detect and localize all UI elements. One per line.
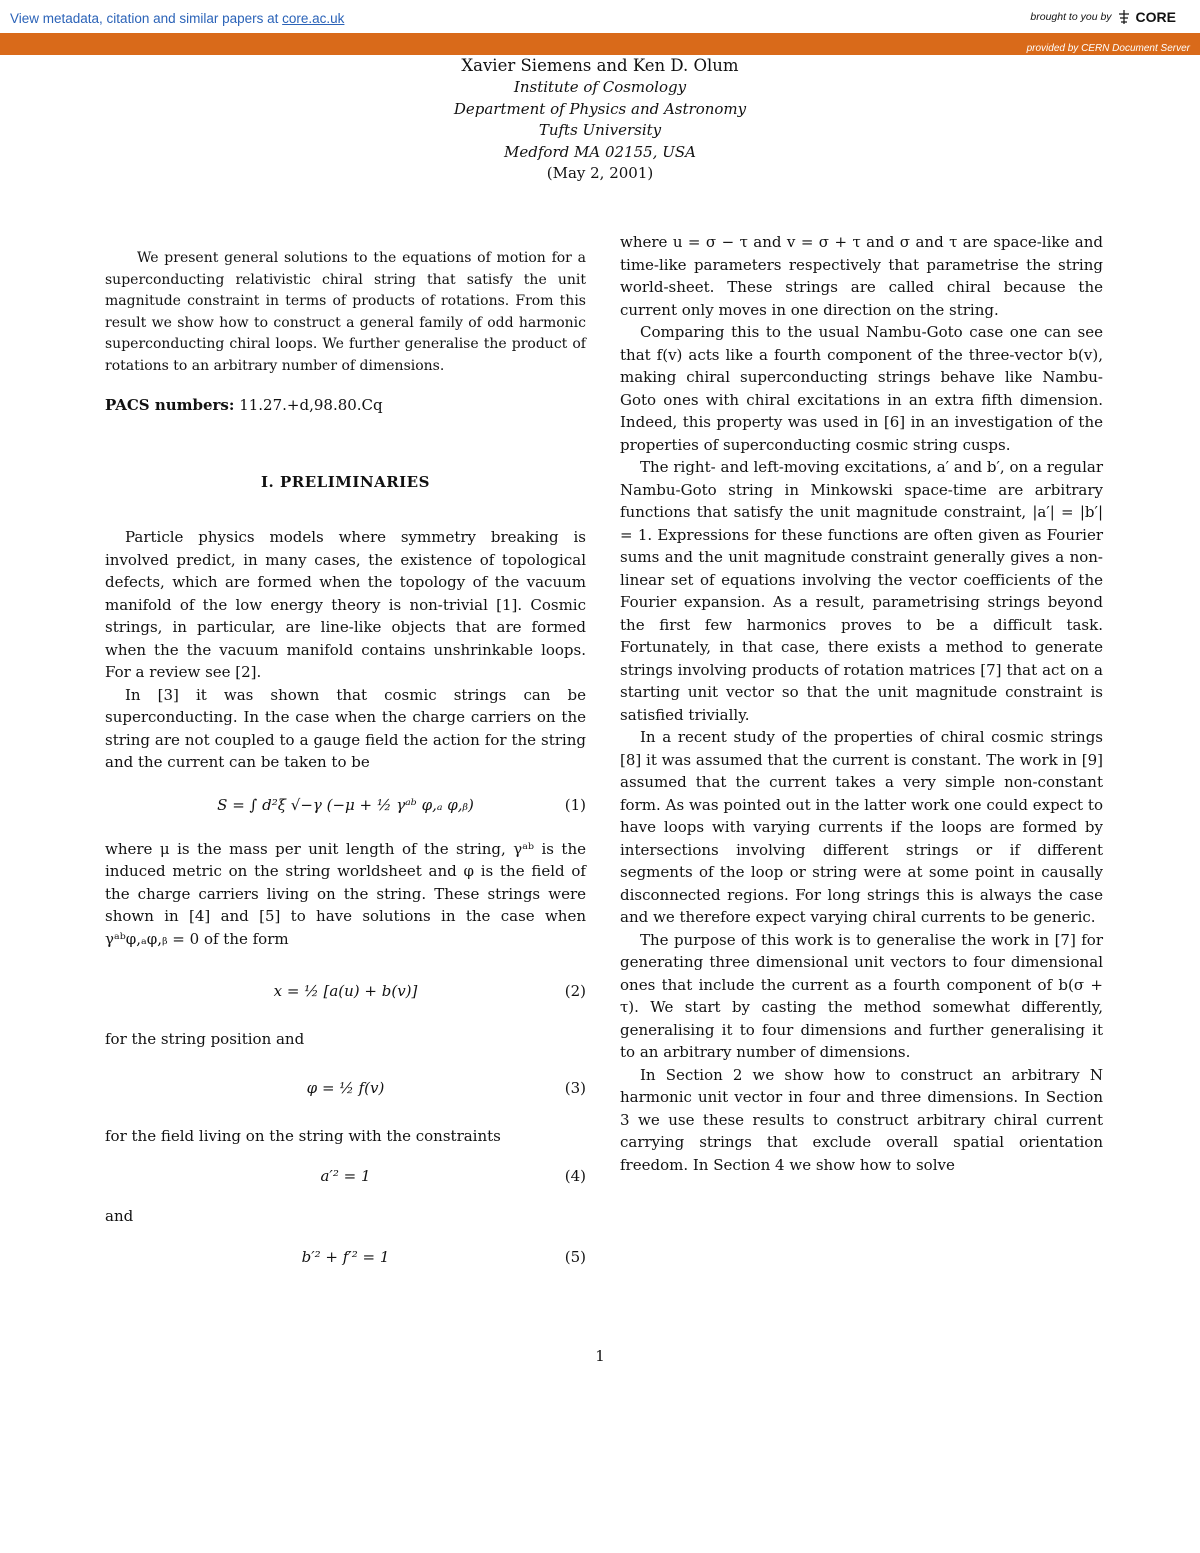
provided-by-text[interactable]: provided by CERN Document Server <box>1026 43 1190 54</box>
paragraph: The right- and left-moving excitations, a′ and b′, on a regular Nambu-Goto string in Minkowski space-time are arbitrary functions that satisfy the unit magnitude constraint, |a′| = |b′| = 1. Expressions for these functions are often given as Fourier sums and the unit magnitude constraint generally gives a non-linear set of equations involving the vector coefficients of the Fourier expansion. As a result, parametrising strings beyond the first few harmonics proves to be a difficult task. Fortunately, in that case, there exists a method to generate strings involving products of rotation matrices [7] that act on a starting unit vector so that the unit magnitude constraint is satisfied trivially. <box>620 458 1103 724</box>
equation-number: (4) <box>564 1167 586 1185</box>
core-label: CORE <box>1135 9 1176 25</box>
equation-number: (5) <box>564 1247 586 1266</box>
pacs-label: PACS numbers: <box>105 396 235 414</box>
equation-number: (2) <box>564 982 586 1000</box>
paragraph: and <box>105 1207 134 1225</box>
equation-body: b′² + f′² = 1 <box>301 1247 390 1266</box>
equation <box>105 980 586 1002</box>
equation <box>105 1246 586 1268</box>
pacs-value: 11.27.+d,98.80.Cq <box>239 396 383 414</box>
left-column <box>105 248 586 1268</box>
paragraph: In a recent study of the properties of chiral cosmic strings [8] it was assumed that the current is constant. The work in [9] assumed that the current takes a very simple non-constant form. As was pointed out in the latter work one could expect to have loops with varying currents if the loops are formed by intersections involving different strings or if different segments of the loop or string were at some point in causally disconnected regions. For long strings this is always the case and we therefore expect varying chiral currents to be generic. <box>620 728 1103 926</box>
brought-by-text: brought to you by <box>1030 11 1112 23</box>
university: Tufts University <box>538 121 662 139</box>
section-heading: I. PRELIMINARIES <box>261 472 430 491</box>
paragraph: Particle physics models where symmetry breaking is involved predict, in many cases, the existence of topological defects, which are formed when the topology of the vacuum manifold of the low energy theory is non-trivial [1]. Cosmic strings, in particular, are line-like objects that are formed when the the vacuum manifold contains unshrinkable loops. For a review see [2]. <box>105 528 586 681</box>
metadata-link-line[interactable] <box>10 11 344 26</box>
paragraph: Comparing this to the usual Nambu-Goto case one can see that f(v) acts like a fourth component of the three-vector b(v), making chiral superconducting strings behave like Nambu-Goto ones with chiral excitations in an extra fifth dimension. Indeed, this property was used in [6] in an investigation of the properties of superconducting cosmic string cusps. <box>620 323 1103 454</box>
paragraph: where u = σ − τ and v = σ + τ and σ and τ are space-like and time-like parameters respectively that parametrise the string world-sheet. These strings are called chiral because the current only moves in one direction on the string. <box>620 233 1103 319</box>
institute: Institute of Cosmology <box>513 78 687 96</box>
paper-header <box>0 55 1200 185</box>
paragraph: The purpose of this work is to generalise the work in [7] for generating three dimensional unit vectors to four dimensional ones that include the current as a fourth component of b(σ + τ). We start by casting the method somewhat differently, generalising it to four dimensions and further generalising it to an arbitrary number of dimensions. <box>620 930 1103 1061</box>
brought-to-you-by[interactable] <box>1030 8 1176 26</box>
paragraph: where μ is the mass per unit length of the string, γᵃᵇ is the induced metric on the string worldsheet and φ is the field of the charge carriers living on the string. These strings were shown in [4] and [5] to have solutions in the case when γᵃᵇφ,ₐφ,ᵦ = 0 of the form <box>105 839 586 948</box>
equation-body: φ = ½ f(v) <box>306 1078 385 1097</box>
equation-body: S = ∫ d²ξ √−γ (−μ + ½ γᵃᵇ φ,ₐ φ,ᵦ) <box>217 795 474 814</box>
core-link[interactable]: core.ac.uk <box>282 11 345 26</box>
provider-bar <box>0 33 1200 55</box>
equation-number: (3) <box>564 1078 586 1097</box>
paragraph: In Section 2 we show how to construct an arbitrary N harmonic unit vector in four and three dimensions. In Section 3 we use these results to construct arbitrary chiral current carrying strings that exclude overall spatial orientation freedom. In Section 4 we show how to solve <box>620 1065 1103 1174</box>
authors: Xavier Siemens and Ken D. Olum <box>461 56 739 75</box>
equation-body: a′² = 1 <box>320 1167 371 1185</box>
core-logo-icon <box>1116 8 1132 26</box>
abstract: We present general solutions to the equations of motion for a superconducting relativistic chiral string that satisfy the unit magnitude constraint in terms of products of rotations. From this result we show how to construct a general family of odd harmonic superconducting chiral loops. We further generalise the product of rotations to an arbitrary number of dimensions. <box>105 250 586 374</box>
department: Department of Physics and Astronomy <box>453 99 747 118</box>
equation-body: x = ½ [a(u) + b(v)] <box>273 982 418 1000</box>
metadata-prefix: View metadata, citation and similar papers at <box>10 11 283 26</box>
right-column <box>620 231 1103 1176</box>
equation <box>105 1077 586 1099</box>
equation-number: (1) <box>564 795 586 814</box>
equation <box>105 794 586 816</box>
date: (May 2, 2001) <box>546 164 654 182</box>
core-banner <box>0 0 1200 33</box>
paragraph: for the field living on the string with the constraints <box>105 1126 501 1145</box>
pacs-line <box>105 394 586 417</box>
paragraph: In [3] it was shown that cosmic strings can be superconducting. In the case when the charge carriers on the string are not coupled to a gauge field the action for the string and the current can be taken to be <box>105 685 586 771</box>
page-number: 1 <box>595 1347 605 1365</box>
address: Medford MA 02155, USA <box>504 142 696 161</box>
paragraph: for the string position and <box>105 1030 305 1048</box>
equation <box>105 1165 586 1187</box>
